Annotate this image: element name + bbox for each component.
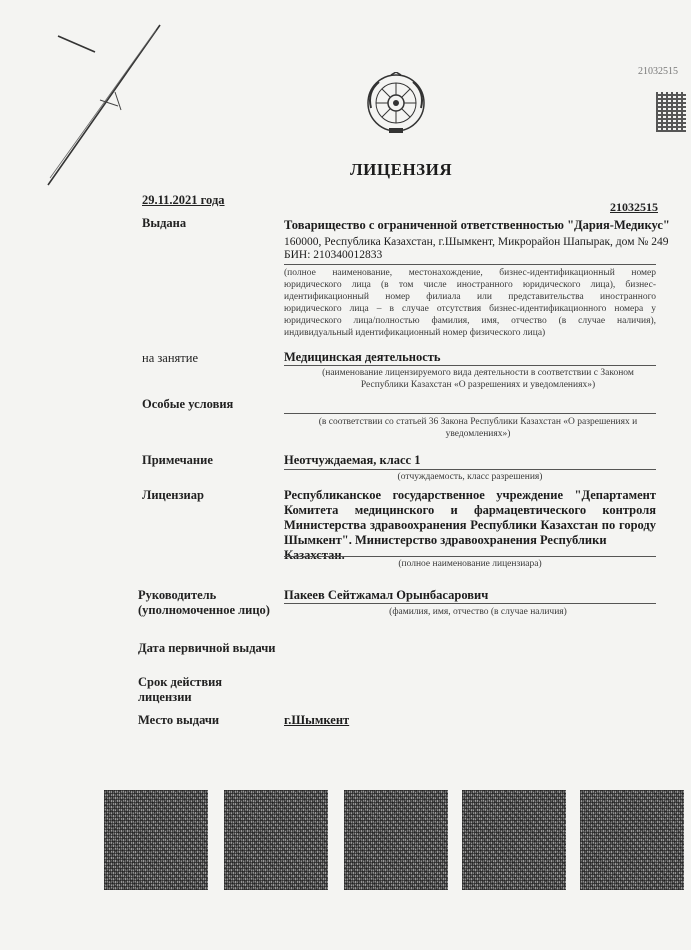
qr-code-block [580, 790, 684, 890]
issued-hint-line: индивидуальный идентификационный номер физического лица) [284, 328, 546, 338]
special-conditions-underline [284, 413, 656, 414]
licensor-line: Министерства здравоохранения Республики Казахстан по городу [284, 518, 656, 532]
activity-hint [300, 367, 656, 391]
place-label: Место выдачи [138, 713, 220, 727]
head-label [138, 588, 270, 618]
qr-code-block [224, 790, 328, 890]
issued-hint-line: идентификационный номер филиала или представительства иностранного [284, 292, 656, 302]
issued-hint-line: юридического лица (в том числе иностранного юридического лица), бизнес- [284, 280, 656, 290]
issue-date: 29.11.2021 года [142, 193, 225, 207]
validity-label-line: лицензии [138, 690, 192, 704]
special-hint-line: (в соответствии со статьей 36 Закона Республики Казахстан «О разрешениях и [318, 417, 638, 427]
licensor-line: Комитета медицинского и фармацевтического контроля [284, 503, 656, 517]
head-value: Пакеев Сейтжамал Орынбасарович [284, 588, 489, 602]
license-number: 21032515 [610, 200, 658, 214]
document-title: ЛИЦЕНЗИЯ [350, 160, 453, 179]
licensor-label: Лицензиар [142, 488, 204, 502]
licensor-underline [284, 556, 656, 557]
head-label-line: (уполномоченное лицо) [138, 603, 270, 617]
licensor-line: Республиканское государственное учреждение "Департамент [284, 488, 656, 502]
validity-label-line: Срок действия [138, 675, 223, 689]
note-underline [284, 469, 656, 470]
activity-value: Медицинская деятельность [284, 350, 441, 364]
issued-hint-line: юридического лица/полностью фамилия, имя, отчество (в случае наличия), [284, 316, 656, 326]
qr-code-block [104, 790, 208, 890]
first-issue-label: Дата первичной выдачи [138, 641, 276, 655]
qr-code-top [656, 92, 686, 132]
licensor-value [284, 488, 656, 563]
note-hint: (отчуждаемость, класс разрешения) [397, 472, 543, 482]
head-label-line: Руководитель [138, 588, 217, 602]
issued-address: 160000, Республика Казахстан, г.Шымкент, Микрорайон Шапырак, дом № 249 [284, 236, 669, 248]
place-value: г.Шымкент [284, 713, 350, 727]
issued-hint-line: (полное наименование, местонахождение, бизнес-идентификационный номер [284, 268, 656, 278]
activity-underline [284, 365, 656, 366]
corner-number: 21032515 [638, 66, 678, 77]
licensor-line: Шымкент". Министерство здравоохранения Республики Казахстан. [284, 533, 607, 562]
special-conditions-label: Особые условия [142, 397, 234, 411]
validity-label [138, 675, 222, 705]
activity-label: на занятие [142, 351, 198, 365]
note-label: Примечание [142, 453, 213, 467]
qr-code-block [462, 790, 566, 890]
kazakhstan-emblem-icon [365, 72, 427, 134]
issued-bin: БИН: 210340012833 [284, 249, 383, 261]
activity-hint-line: (наименование лицензируемого вида деятельности в соответствии с Законом [322, 368, 634, 378]
issued-hint [284, 267, 656, 339]
issued-underline [284, 264, 656, 265]
issued-org: Товарищество с ограниченной ответственностью "Дария-Медикус" [284, 218, 670, 232]
note-value: Неотчуждаемая, класс 1 [284, 453, 421, 467]
qr-code-block [344, 790, 448, 890]
issued-hint-line: юридического лица – в случае отсутствия бизнес-идентификационного номера у [284, 304, 656, 314]
special-hint-line: уведомлениях») [445, 429, 511, 439]
licensor-hint: (полное наименование лицензиара) [398, 559, 542, 569]
special-conditions-hint [300, 416, 656, 440]
activity-hint-line: Республики Казахстан «О разрешениях и уведомлениях») [360, 380, 596, 390]
head-underline [284, 603, 656, 604]
issued-label: Выдана [142, 216, 187, 230]
head-hint: (фамилия, имя, отчество (в случае наличия) [389, 607, 567, 617]
